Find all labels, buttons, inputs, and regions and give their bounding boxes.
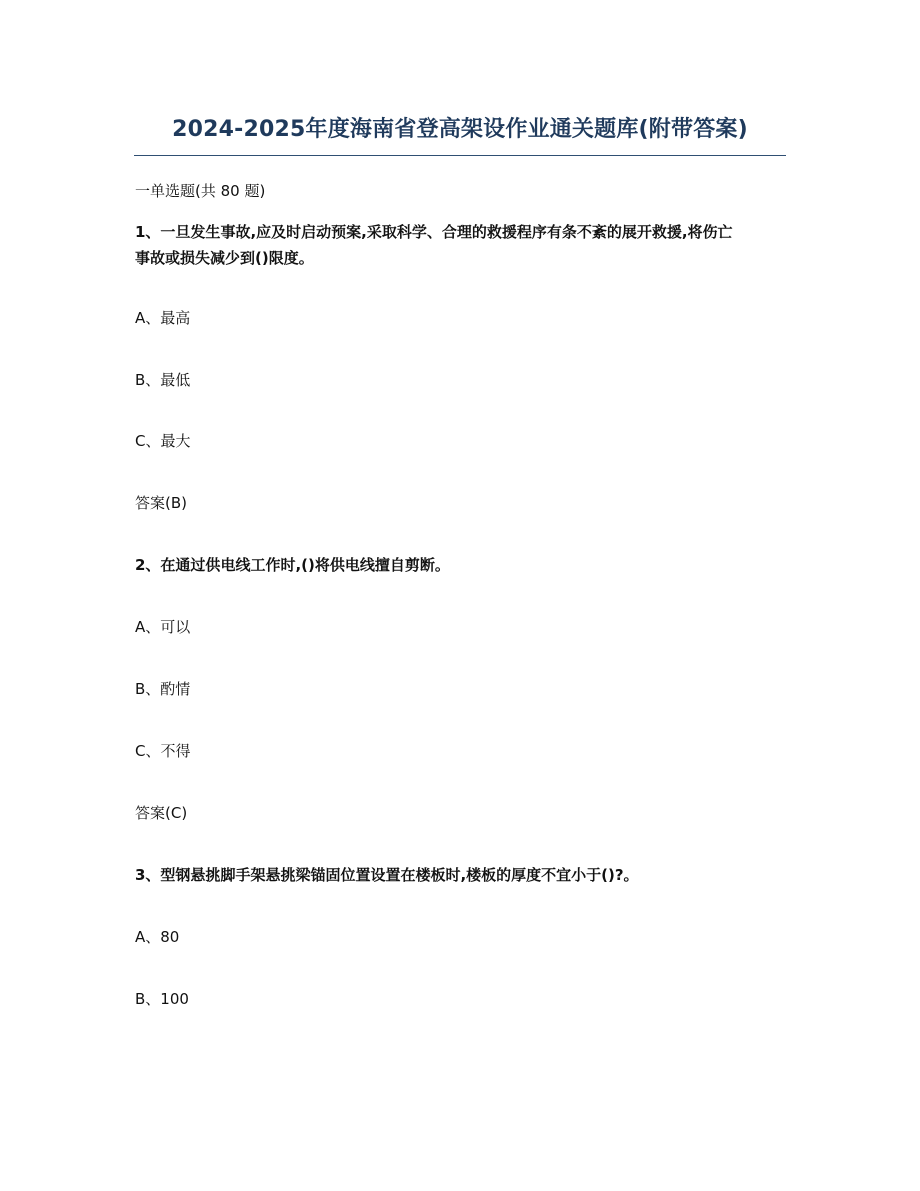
question-1-option-a: A、最高 <box>135 309 191 327</box>
question-3-option-b: B、100 <box>135 990 189 1008</box>
title-underline <box>134 155 786 156</box>
question-2-answer: 答案(C) <box>135 804 188 822</box>
question-3-option-a: A、80 <box>135 928 180 946</box>
question-3-text: 3、型钢悬挑脚手架悬挑梁锚固位置设置在楼板时,楼板的厚度不宜小于()?。 <box>135 866 639 884</box>
question-2-text: 2、在通过供电线工作时,()将供电线擅自剪断。 <box>135 556 450 574</box>
question-2-option-c: C、不得 <box>135 742 191 760</box>
document-title: 2024-2025年度海南省登高架设作业通关题库(附带答案) <box>172 117 748 142</box>
question-1-text-line-1: 1、一旦发生事故,应及时启动预案,采取科学、合理的救援程序有条不紊的展开救援,将伤亡 <box>135 223 733 241</box>
question-1-option-c: C、最大 <box>135 432 191 450</box>
question-2-option-a: A、可以 <box>135 618 191 636</box>
question-1-option-b: B、最低 <box>135 371 191 389</box>
question-2-option-b: B、酌情 <box>135 680 191 698</box>
question-1-text-line-2: 事故或损失减少到()限度。 <box>135 249 314 267</box>
section-heading: 一单选题(共 80 题) <box>135 182 266 200</box>
question-1-answer: 答案(B) <box>135 494 187 512</box>
